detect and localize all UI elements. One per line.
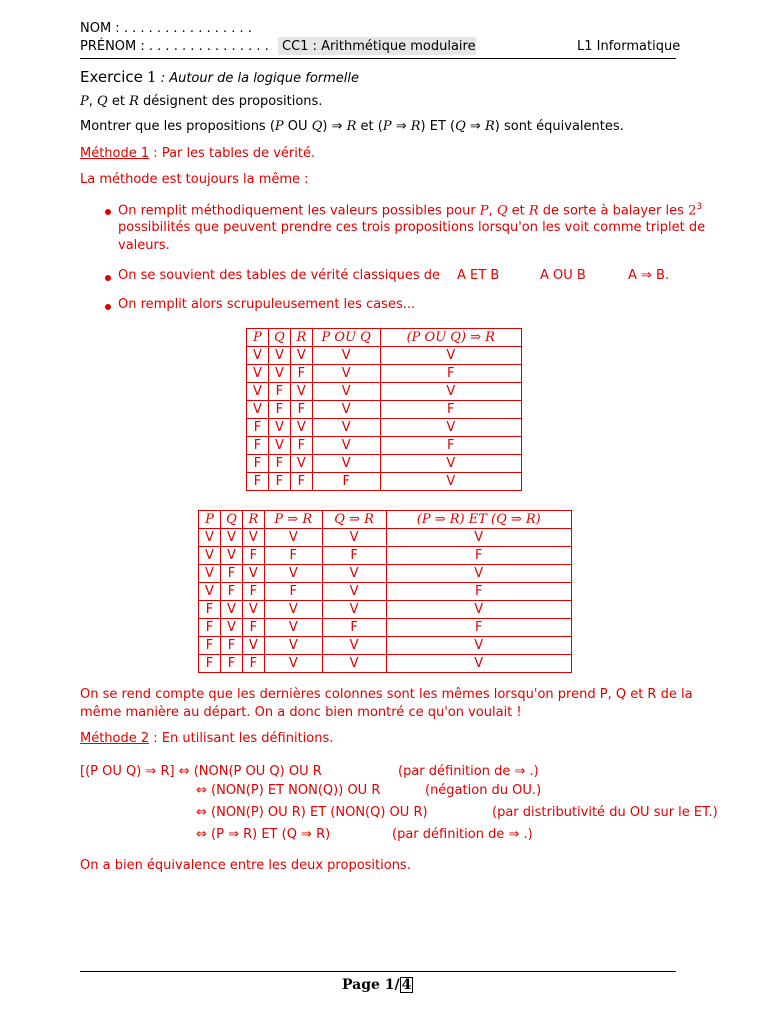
method1-label: Méthode 1 [80, 146, 150, 161]
truth-table-2-cell: F [220, 565, 242, 583]
truth-table-2-cell: V [199, 583, 221, 601]
truth-table-2-cell: F [386, 583, 571, 601]
truth-table-2-cell: V [199, 565, 221, 583]
truth-table-2-cell: V [242, 565, 264, 583]
bullet-dot [105, 275, 111, 281]
truth-table-1-cell: V [312, 383, 380, 401]
truth-table-1-cell: V [312, 401, 380, 419]
truth-table-2-cell: V [264, 655, 322, 673]
truth-table-1-cell: V [247, 383, 269, 401]
method2-step3-expr: ⇔ (NON(P) OU R) ET (NON(Q) OU R) [196, 805, 428, 820]
truth-table-1-cell: V [268, 347, 290, 365]
bullet3-text: On remplit alors scrupuleusement les cases... [118, 297, 416, 312]
truth-table-1-cell: V [380, 419, 521, 437]
truth-table-2-cell: F [199, 655, 221, 673]
bullet1-line1: On remplit méthodiquement les valeurs possibles pour P, Q et R de sorte à balayer les $2^3$ [118, 202, 703, 219]
truth-table-2-row [199, 655, 572, 673]
truth-table-1-row [247, 455, 522, 473]
truth-table-2-cell: V [220, 601, 242, 619]
truth-table-1-cell: V [380, 455, 521, 473]
truth-table-1-cell: F [380, 365, 521, 383]
truth-table-2-cell: V [242, 637, 264, 655]
truth-table-1-cell: V [247, 401, 269, 419]
truth-table-2-cell: F [322, 619, 386, 637]
truth-table-2-cell: V [322, 583, 386, 601]
truth-table-1-cell: V [247, 347, 269, 365]
truth-table-1-header-cell: P OU Q [312, 329, 380, 347]
truth-table-1-cell: V [290, 347, 312, 365]
truth-table-1-row [247, 347, 522, 365]
truth-table-2-cell: V [242, 529, 264, 547]
truth-table-1-cell: F [268, 455, 290, 473]
truth-table-2-cell: V [386, 529, 571, 547]
truth-table-2-row [199, 583, 572, 601]
method1-intro: La méthode est toujours la même : [80, 172, 309, 187]
truth-table-2-cell: V [322, 565, 386, 583]
conclusion1-line1: On se rend compte que les dernières colonnes sont les mêmes lorsqu'on prend P, Q et R de la [80, 687, 693, 702]
bullet1-line3: valeurs. [118, 238, 170, 253]
exercise-number: 1 [147, 68, 157, 86]
var-q: Q [97, 94, 108, 109]
truth-table-1-cell: F [290, 437, 312, 455]
truth-table-2-cell: F [220, 637, 242, 655]
truth-table-1 [246, 328, 522, 491]
truth-table-2-header-cell: P ⇒ R [264, 511, 322, 529]
truth-table-2 [198, 510, 572, 673]
truth-table-1-header-cell: (P OU Q) ⇒ R [380, 329, 521, 347]
truth-table-1-cell: V [312, 347, 380, 365]
truth-table-2-header-cell: Q [220, 511, 242, 529]
truth-table-2-header-cell: Q ⇒ R [322, 511, 386, 529]
truth-table-2-cell: F [242, 583, 264, 601]
truth-table-1-cell: V [290, 383, 312, 401]
truth-table-2-cell: F [264, 547, 322, 565]
truth-table-2-cell: F [220, 655, 242, 673]
truth-table-2-cell: V [199, 547, 221, 565]
truth-table-2-header-cell: (P ⇒ R) ET (Q ⇒ R) [386, 511, 571, 529]
truth-table-2-header-cell: R [242, 511, 264, 529]
truth-table-2-cell: V [264, 565, 322, 583]
truth-table-1-cell: V [290, 455, 312, 473]
truth-table-1-row [247, 383, 522, 401]
truth-table-2-row [199, 637, 572, 655]
bullet-dot [105, 304, 111, 310]
truth-table-1-cell: V [380, 347, 521, 365]
nom-field: NOM : . . . . . . . . . . . . . . . . [80, 21, 252, 36]
truth-table-1-cell: V [380, 473, 521, 491]
method2-title: : En utilisant les définitions. [149, 731, 334, 746]
truth-table-1-cell: F [290, 401, 312, 419]
truth-table-2-cell: V [220, 547, 242, 565]
truth-table-2-cell: F [199, 619, 221, 637]
truth-table-1-cell: V [312, 419, 380, 437]
truth-table-2-cell: V [386, 601, 571, 619]
var-p: P [80, 94, 89, 109]
truth-table-2-cell: V [322, 655, 386, 673]
exercise-line1: P, Q et R désignent des propositions. [80, 94, 323, 109]
truth-table-1-cell: F [247, 455, 269, 473]
exercise-label: Exercice [80, 68, 143, 86]
page-label: Page 1/ [342, 977, 400, 993]
truth-table-2-header-cell: P [199, 511, 221, 529]
truth-table-2-row [199, 547, 572, 565]
method2-step3-note: (par distributivité du OU sur le ET.) [492, 805, 718, 820]
var-r: R [129, 94, 139, 109]
truth-table-1-cell: V [312, 437, 380, 455]
truth-table-2-cell: V [322, 637, 386, 655]
method2-step1-expr: [(P OU Q) ⇒ R] ⇔ (NON(P OU Q) OU R [80, 764, 322, 779]
bullet1-line2: possibilités que peuvent prendre ces trois propositions lorsqu'on les voit comme triplet de [118, 220, 706, 235]
method1-title: : Par les tables de vérité. [149, 146, 316, 161]
word-et: et [111, 94, 125, 109]
method1-heading [80, 146, 315, 161]
truth-table-1-cell: V [268, 365, 290, 383]
bullet2-table-et: A ET B [457, 268, 500, 283]
truth-table-1-row [247, 401, 522, 419]
truth-table-2-cell: V [322, 529, 386, 547]
truth-table-2-cell: V [220, 529, 242, 547]
page-indicator [342, 977, 413, 993]
truth-table-2-cell: V [199, 529, 221, 547]
method2-label: Méthode 2 [80, 731, 150, 746]
truth-table-1-header-cell: P [247, 329, 269, 347]
bullet2-table-implies: A ⇒ B. [628, 268, 670, 283]
truth-table-1-cell: F [290, 365, 312, 383]
truth-table-1-cell: F [380, 437, 521, 455]
truth-table-2-cell: F [220, 583, 242, 601]
truth-table-1-cell: V [290, 419, 312, 437]
truth-table-1-header-cell: Q [268, 329, 290, 347]
truth-table-1-cell: F [268, 383, 290, 401]
truth-table-1-cell: F [380, 401, 521, 419]
method2-step4-note: (par définition de ⇒ .) [392, 827, 533, 842]
truth-table-1-row [247, 437, 522, 455]
truth-table-1-cell: V [247, 365, 269, 383]
truth-table-2-row [199, 565, 572, 583]
exercise-line2: Montrer que les propositions (P OU Q) ⇒ R et (P ⇒ R) ET (Q ⇒ R) sont équivalentes. [80, 119, 624, 134]
truth-table-2-cell: V [322, 601, 386, 619]
truth-table-2-cell: F [322, 547, 386, 565]
bullet-dot [105, 209, 111, 215]
truth-table-1-cell: V [268, 419, 290, 437]
truth-table-1-cell: V [380, 383, 521, 401]
truth-table-2-cell: V [386, 637, 571, 655]
method2-conclusion: On a bien équivalence entre les deux propositions. [80, 858, 411, 873]
bullet2-table-ou: A OU B [540, 268, 586, 283]
truth-table-2-cell: F [386, 619, 571, 637]
method2-step1-note: (par définition de ⇒ .) [398, 764, 539, 779]
truth-table-1-cell: F [312, 473, 380, 491]
exercise-title [80, 68, 359, 86]
truth-table-1-row [247, 365, 522, 383]
truth-table-2-row [199, 619, 572, 637]
truth-table-2-row [199, 601, 572, 619]
page-total-link[interactable]: 4 [401, 977, 412, 993]
truth-table-1-row [247, 473, 522, 491]
header-rule [80, 58, 676, 59]
bullet2-text: On se souvient des tables de vérité classiques de [118, 268, 441, 283]
course-title: CC1 : Arithmétique modulaire [282, 39, 476, 54]
truth-table-2-cell: V [220, 619, 242, 637]
truth-table-2-cell: V [264, 601, 322, 619]
truth-table-2-cell: V [264, 637, 322, 655]
truth-table-2-cell: V [386, 565, 571, 583]
truth-table-1-header-cell: R [290, 329, 312, 347]
method2-heading [80, 731, 333, 746]
level-label: L1 Informatique [577, 39, 681, 54]
truth-table-1-row [247, 419, 522, 437]
exercise-line1-text: désignent des propositions. [143, 94, 323, 109]
truth-table-1-cell: F [290, 473, 312, 491]
truth-table-2-cell: V [264, 619, 322, 637]
truth-table-2-cell: F [199, 601, 221, 619]
truth-table-2-cell: V [242, 601, 264, 619]
truth-table-2-cell: F [242, 547, 264, 565]
truth-table-2-cell: F [242, 619, 264, 637]
footer-rule [80, 971, 676, 972]
method2-step2-expr: ⇔ (NON(P) ET NON(Q)) OU R [196, 783, 381, 798]
truth-table-1-cell: F [268, 473, 290, 491]
truth-table-2-cell: F [199, 637, 221, 655]
truth-table-1-cell: F [247, 437, 269, 455]
truth-table-2-cell: F [264, 583, 322, 601]
method2-step2-note: (négation du OU.) [425, 783, 542, 798]
truth-table-1-cell: V [312, 455, 380, 473]
truth-table-1-cell: F [268, 401, 290, 419]
truth-table-1-cell: V [312, 365, 380, 383]
truth-table-2-row [199, 529, 572, 547]
conclusion1-line2: même manière au départ. On a donc bien montré ce qu'on voulait ! [80, 705, 522, 720]
truth-table-2-cell: V [386, 655, 571, 673]
truth-table-2-cell: V [264, 529, 322, 547]
method2-step4-expr: ⇔ (P ⇒ R) ET (Q ⇒ R) [196, 827, 331, 842]
truth-table-1-cell: F [247, 473, 269, 491]
truth-table-2-cell: F [386, 547, 571, 565]
prenom-field: PRÉNOM : . . . . . . . . . . . . . . . [80, 39, 269, 54]
truth-table-1-cell: V [268, 437, 290, 455]
truth-table-1-cell: F [247, 419, 269, 437]
exercise-subtitle: : Autour de la logique formelle [160, 71, 360, 86]
truth-table-2-cell: F [242, 655, 264, 673]
